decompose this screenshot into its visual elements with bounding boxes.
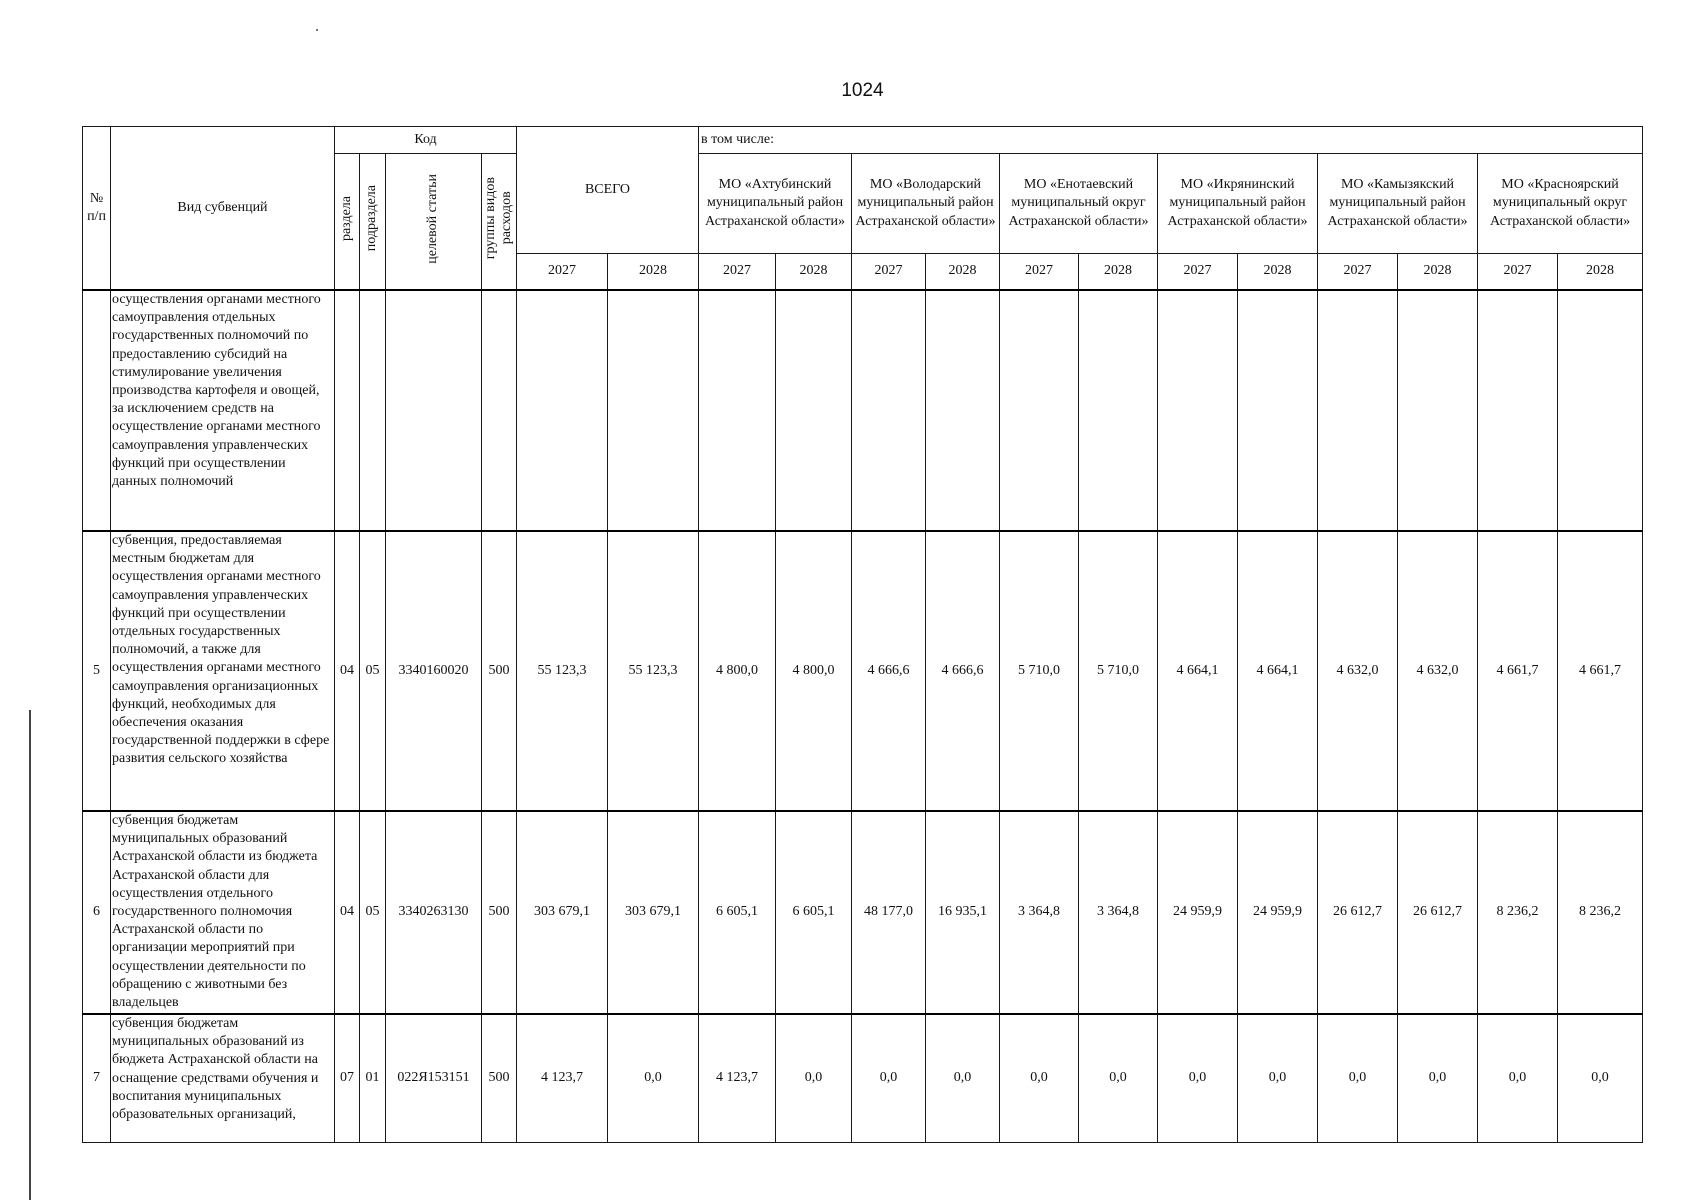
header-year: 2028 (1398, 254, 1478, 291)
value-cell: 4 661,7 (1478, 531, 1558, 811)
header-mo-kamyzyaksky: МО «Камызякский муниципальный район Астраханской области» (1318, 154, 1478, 254)
header-number: № п/п (83, 127, 111, 291)
value-cell: 4 123,7 (699, 1014, 776, 1142)
header-mo-ikryaninsky: МО «Икрянинский муниципальный район Астраханской области» (1158, 154, 1318, 254)
value-cell (776, 290, 852, 531)
value-cell (852, 290, 926, 531)
value-cell: 4 123,7 (517, 1014, 608, 1142)
header-year: 2027 (852, 254, 926, 291)
header-year: 2027 (699, 254, 776, 291)
row-expense-group: 500 (482, 1014, 517, 1142)
header-code: Код (335, 127, 517, 154)
row-razdel: 04 (335, 811, 360, 1014)
row-number: 6 (83, 811, 111, 1014)
header-mo-enotaevsky: МО «Енотаевский муниципальный округ Астраханской области» (1000, 154, 1158, 254)
header-mo-akhtubinsky: МО «Ахтубинский муниципальный район Астраханской области» (699, 154, 852, 254)
value-cell: 4 664,1 (1238, 531, 1318, 811)
row-expense-group: 500 (482, 531, 517, 811)
row-target-article: 3340160020 (386, 531, 482, 811)
row-target-article (386, 290, 482, 531)
value-cell (608, 290, 699, 531)
value-cell: 0,0 (1079, 1014, 1158, 1142)
value-cell: 0,0 (776, 1014, 852, 1142)
value-cell (1079, 290, 1158, 531)
value-cell: 6 605,1 (699, 811, 776, 1014)
header-including: в том числе: (699, 127, 1643, 154)
row-expense-group (482, 290, 517, 531)
value-cell: 4 661,7 (1558, 531, 1643, 811)
row-razdel (335, 290, 360, 531)
value-cell (699, 290, 776, 531)
table-row (83, 811, 1643, 1014)
page-number: 1024 (841, 80, 884, 101)
row-podrazdel (360, 290, 386, 531)
row-description: субвенция бюджетам муниципальных образований Астраханской области из бюджета Астраханской области для осуществления отдельного государственного полномочия Астраханской области по организации мероприятий при осуществлении деятельности по обращению с животными без владельцев (111, 811, 335, 1014)
value-cell: 0,0 (852, 1014, 926, 1142)
header-year: 2028 (926, 254, 1000, 291)
header-mo-volodarsky: МО «Володарский муниципальный район Астраханской области» (852, 154, 1000, 254)
header-year: 2027 (1478, 254, 1558, 291)
header-subvention-kind: Вид субвенций (111, 127, 335, 291)
value-cell: 4 666,6 (852, 531, 926, 811)
row-description: осуществления органами местного самоуправления отдельных государственных полномочий по предоставлению субсидий на стимулирование увеличения производства картофеля и овощей, за исключением средств на осуществление органами местного самоуправления управленческих функций при осуществлении данных полномочий (111, 290, 335, 531)
value-cell: 26 612,7 (1398, 811, 1478, 1014)
value-cell (1158, 290, 1238, 531)
value-cell: 16 935,1 (926, 811, 1000, 1014)
header-expense-group: группы видов расходов (482, 154, 517, 291)
value-cell: 0,0 (1398, 1014, 1478, 1142)
value-cell: 0,0 (1000, 1014, 1079, 1142)
header-year: 2028 (1079, 254, 1158, 291)
value-cell: 0,0 (608, 1014, 699, 1142)
value-cell: 5 710,0 (1079, 531, 1158, 811)
table-row (83, 1014, 1643, 1142)
left-margin-line (29, 710, 31, 1200)
header-razdel: раздела (335, 154, 360, 291)
row-target-article: 3340263130 (386, 811, 482, 1014)
value-cell: 4 800,0 (776, 531, 852, 811)
value-cell: 24 959,9 (1238, 811, 1318, 1014)
header-year: 2028 (1238, 254, 1318, 291)
value-cell: 303 679,1 (517, 811, 608, 1014)
value-cell: 0,0 (926, 1014, 1000, 1142)
value-cell: 0,0 (1238, 1014, 1318, 1142)
value-cell (926, 290, 1000, 531)
table-row (83, 531, 1643, 811)
value-cell: 4 632,0 (1318, 531, 1398, 811)
row-razdel: 07 (335, 1014, 360, 1142)
value-cell: 3 364,8 (1000, 811, 1079, 1014)
value-cell: 55 123,3 (517, 531, 608, 811)
header-target-article: целевой статьи (386, 154, 482, 291)
value-cell (517, 290, 608, 531)
row-number (83, 290, 111, 531)
header-total: ВСЕГО (517, 127, 699, 254)
scan-speck (316, 29, 318, 31)
row-expense-group: 500 (482, 811, 517, 1014)
header-year: 2027 (517, 254, 608, 291)
table-body (83, 290, 1643, 1142)
header-podrazdel: подраздела (360, 154, 386, 291)
value-cell: 0,0 (1158, 1014, 1238, 1142)
row-podrazdel: 05 (360, 531, 386, 811)
row-podrazdel: 01 (360, 1014, 386, 1142)
subventions-table (82, 126, 1643, 1143)
header-year: 2028 (608, 254, 699, 291)
header-year: 2027 (1318, 254, 1398, 291)
value-cell: 4 800,0 (699, 531, 776, 811)
header-year: 2028 (1558, 254, 1643, 291)
row-description: субвенция бюджетам муниципальных образований из бюджета Астраханской области на оснащение средствами обучения и воспитания муниципальных образовательных организаций, (111, 1014, 335, 1142)
value-cell: 4 666,6 (926, 531, 1000, 811)
value-cell (1398, 290, 1478, 531)
value-cell: 24 959,9 (1158, 811, 1238, 1014)
row-number: 7 (83, 1014, 111, 1142)
table-row (83, 290, 1643, 531)
value-cell: 0,0 (1558, 1014, 1643, 1142)
value-cell (1238, 290, 1318, 531)
row-razdel: 04 (335, 531, 360, 811)
value-cell: 26 612,7 (1318, 811, 1398, 1014)
value-cell: 0,0 (1318, 1014, 1398, 1142)
row-number: 5 (83, 531, 111, 811)
value-cell: 3 364,8 (1079, 811, 1158, 1014)
row-podrazdel: 05 (360, 811, 386, 1014)
row-description: субвенция, предоставляемая местным бюджетам для осуществления органами местного самоуправления управленческих функций при осуществлении отдельных государственных полномочий, а также для осуществления органами местного самоуправления организационных функций, необходимых для обеспечения оказания государственной поддержки в сфере развития сельского хозяйства (111, 531, 335, 811)
header-year: 2027 (1000, 254, 1079, 291)
value-cell (1558, 290, 1643, 531)
value-cell: 8 236,2 (1558, 811, 1643, 1014)
table-header (83, 127, 1643, 291)
value-cell: 8 236,2 (1478, 811, 1558, 1014)
value-cell: 303 679,1 (608, 811, 699, 1014)
header-year: 2027 (1158, 254, 1238, 291)
header-year: 2028 (776, 254, 852, 291)
value-cell (1000, 290, 1079, 531)
header-mo-krasnoyarsky: МО «Красноярский муниципальный округ Астраханской области» (1478, 154, 1643, 254)
value-cell: 4 664,1 (1158, 531, 1238, 811)
value-cell: 6 605,1 (776, 811, 852, 1014)
value-cell (1478, 290, 1558, 531)
value-cell: 4 632,0 (1398, 531, 1478, 811)
value-cell (1318, 290, 1398, 531)
row-target-article: 022Я153151 (386, 1014, 482, 1142)
value-cell: 48 177,0 (852, 811, 926, 1014)
value-cell: 5 710,0 (1000, 531, 1079, 811)
value-cell: 0,0 (1478, 1014, 1558, 1142)
value-cell: 55 123,3 (608, 531, 699, 811)
